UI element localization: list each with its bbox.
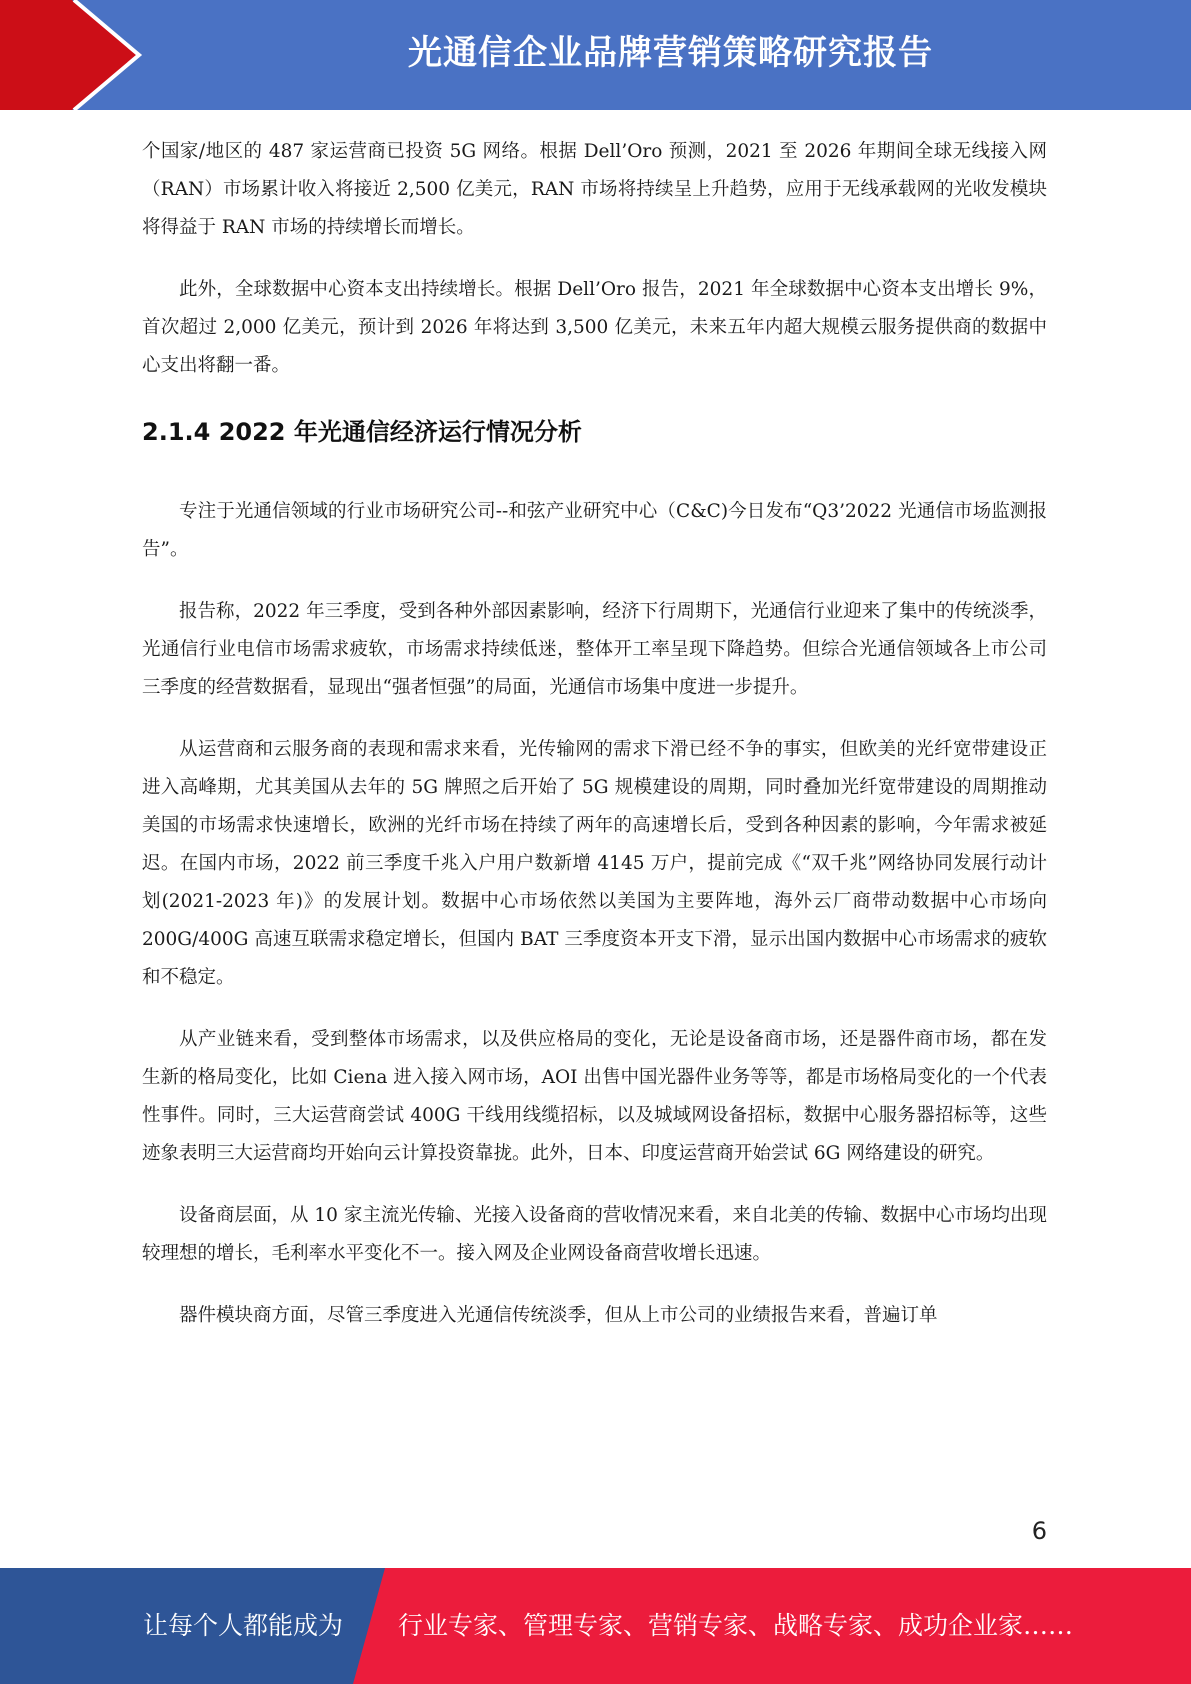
paragraph-q3-overview: 报告称，2022 年三季度，受到各种外部因素影响，经济下行周期下，光通信行业迎来了集中的传统淡季，光通信行业电信市场需求疲软，市场需求持续低迷，整体开工率呈现下降趋势。但综合光通信领域各上市公司三季度的经营数据看，显现出“强者恒强”的局面，光通信市场集中度进一步提升。 [142,601,1047,698]
paragraph-data-center-capex: 此外，全球数据中心资本支出持续增长。根据 Dell’Oro 报告，2021 年全球数据中心资本支出增长 9%，首次超过 2,000 亿美元，预计到 2026 年将达到 3,500 亿美元，未来五年内超大规模云服务提供商的数据中心支出将翻一番。 [142,279,1047,376]
paragraph-ran-market: 个国家/地区的 487 家运营商已投资 5G 网络。根据 Dell’Oro 预测，2021 至 2026 年期间全球无线接入网（RAN）市场累计收入将接近 2,500 亿美元，RAN 市场将持续呈上升趋势，应用于无线承载网的光收发模块将得益于 RAN 市场的持续增长而增长。 [142,141,1047,238]
footer-slogan-left: 让每个人都能成为 [143,1611,344,1640]
paragraph-cc-report: 专注于光通信领域的行业市场研究公司--和弦产业研究中心（C&C)今日发布“Q3’2022 光通信市场监测报告”。 [142,501,1047,560]
page-footer [0,1568,1191,1684]
paragraph-industry-chain: 从产业链来看，受到整体市场需求，以及供应格局的变化，无论是设备商市场，还是器件商市场，都在发生新的格局变化，比如 Ciena 进入接入网市场，AOI 出售中国光器件业务等等，都是市场格局变化的一个代表性事件。同时，三大运营商尝试 400G 干线用线缆招标，以及城域网设备招标，数据中心服务器招标等，这些迹象表明三大运营商均开始向云计算投资靠拢。此外，日本、印度运营商开始尝试 6G 网络建设的研究。 [142,1029,1047,1164]
paragraph-operators-demand: 从运营商和云服务商的表现和需求来看，光传输网的需求下滑已经不争的事实，但欧美的光纤宽带建设正进入高峰期，尤其美国从去年的 5G 牌照之后开始了 5G 规模建设的周期，同时叠加光纤宽带建设的周期推动美国的市场需求快速增长，欧洲的光纤市场在持续了两年的高速增长后，受到各种因素的影响，今年需求被延迟。在国内市场，2022 前三季度千兆入户用户数新增 4145 万户，提前完成《“双千兆”网络协同发展行动计划(2021-2023 年)》的发展计划。数据中心市场依然以美国为主要阵地，海外云厂商带动数据中心市场向 200G/400G 高速互联需求稳定增长，但国内 BAT 三季度资本开支下滑，显示出国内数据中心市场需求的疲软和不稳定。 [142,739,1047,988]
paragraph-equipment-vendors: 设备商层面，从 10 家主流光传输、光接入设备商的营收情况来看，来自北美的传输、数据中心市场均出现较理想的增长，毛利率水平变化不一。接入网及企业网设备商营收增长迅速。 [142,1205,1047,1264]
page-number: 6 [1031,1517,1047,1545]
section-heading: 2.1.4 2022 年光通信经济运行情况分析 [142,418,582,446]
header-red-chevron [0,0,160,110]
paragraph-component-vendors: 器件模块商方面，尽管三季度进入光通信传统淡季，但从上市公司的业绩报告来看，普遍订单 [179,1305,938,1326]
footer-slogan-right: 行业专家、管理专家、营销专家、战略专家、成功企业家…… [398,1611,1074,1640]
page-header [0,0,1191,110]
document-body [142,133,1047,1335]
report-title: 光通信企业品牌营销策略研究报告 [408,33,933,73]
